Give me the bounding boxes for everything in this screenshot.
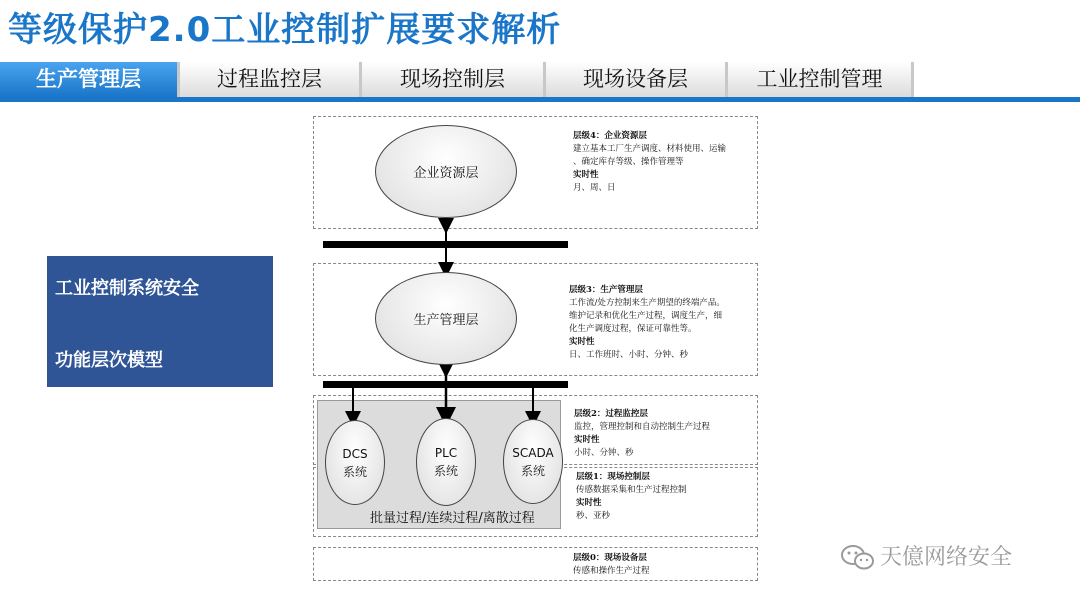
tab-field-control[interactable]: 现场控制层 — [362, 62, 546, 97]
plc-system-ellipse — [416, 418, 476, 506]
tab-process-monitoring[interactable]: 过程监控层 — [180, 62, 362, 97]
tab-production-management[interactable]: 生产管理层 — [0, 62, 180, 97]
level3-description: 层级3：生产管理层 工作流/处方控制来生产期望的终端产品。 维护记录和优化生产过程，调度生产，细 化生产调度过程，保证可靠性等。 实时性 日、工作班时、小时、分钟、秒 — [569, 285, 725, 360]
scada-system-ellipse — [503, 419, 563, 504]
dcs-sub: 系统 — [342, 464, 367, 479]
dcs-name: DCS — [342, 446, 368, 461]
level2-description: 层级2：过程监控层 监控，管理控制和自动控制生产过程 实时性 小时、分钟、秒 — [574, 409, 711, 458]
enterprise-resource-ellipse: 企业资源层 — [375, 125, 517, 218]
plc-name: PLC — [434, 446, 458, 460]
scada-name: SCADA — [512, 445, 554, 460]
caption-line-1: 工业控制系统安全 — [55, 278, 199, 299]
dcs-system-ellipse — [325, 420, 385, 505]
tab-field-device[interactable]: 现场设备层 — [546, 62, 728, 97]
level4-description: 层级4：企业资源层 建立基本工厂生产调度、材料使用、运输 、确定库存等级、操作管理等 实时性 月、周、日 — [573, 131, 727, 193]
tab-industrial-control-management[interactable]: 工业控制管理 — [728, 62, 914, 97]
plc-sub: 系统 — [433, 464, 458, 478]
wechat-icon — [840, 544, 876, 572]
level0-description: 层级0：现场设备层 传感和操作生产过程 — [573, 553, 650, 576]
scada-sub: 系统 — [520, 463, 545, 478]
level1-description: 层级1：现场控制层 传感数据采集和生产过程控制 实时性 秒、亚秒 — [576, 472, 687, 521]
caption-line-2: 功能层次模型 — [55, 350, 163, 371]
watermark-text: 天億网络安全 — [880, 545, 1013, 570]
process-types-label: 批量过程/连续过程/离散过程 — [370, 511, 535, 526]
production-management-ellipse: 生产管理层 — [375, 272, 517, 365]
page-title: 等级保护2.0工业控制扩展要求解析 — [8, 10, 562, 50]
